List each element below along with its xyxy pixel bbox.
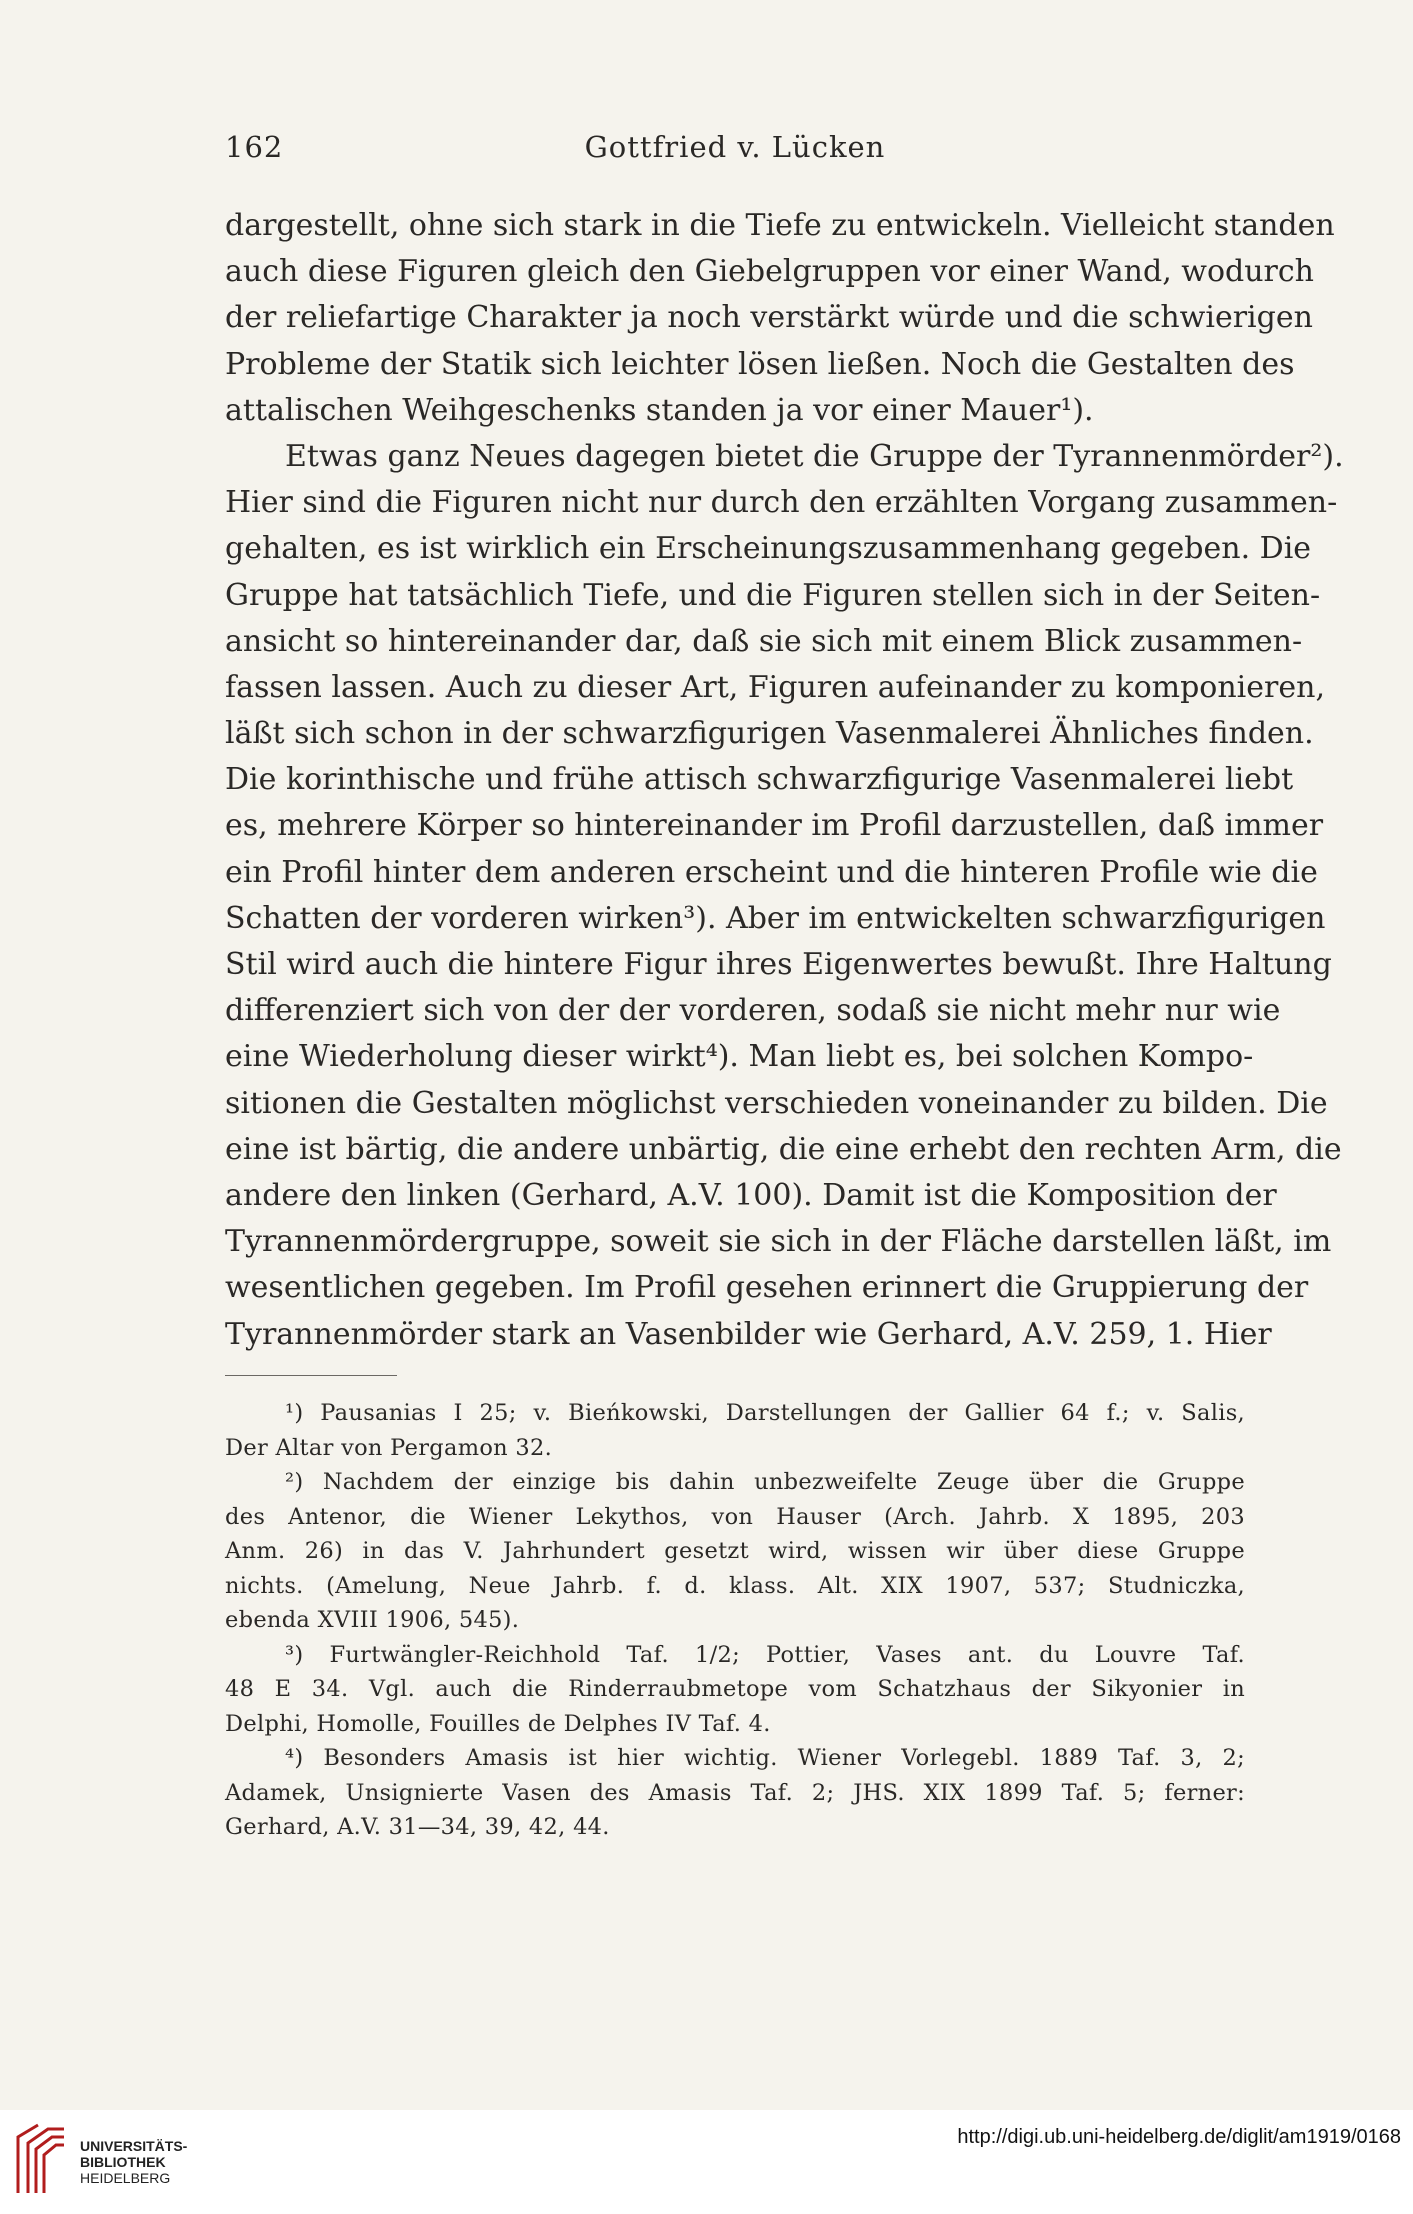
body-line: Tyrannenmördergruppe, soweit sie sich in der Fläche darstellen läßt, im xyxy=(225,1224,1332,1260)
body-line: auch diese Figuren gleich den Giebelgruppen vor einer Wand, wodurch xyxy=(225,254,1314,290)
body-line: eine Wiederholung dieser wirkt⁴). Man liebt es, bei solchen Kompo- xyxy=(225,1039,1254,1075)
footnote-line: Anm. 26) in das V. Jahrhundert gesetzt wird, wissen wir über diese Gruppe xyxy=(225,1538,1245,1564)
running-header xyxy=(225,130,1245,176)
library-name-line: HEIDELBERG xyxy=(80,2170,171,2186)
body-line: Hier sind die Figuren nicht nur durch den erzählten Vorgang zusammen- xyxy=(225,485,1338,521)
footnote-line: 48 E 34. Vgl. auch die Rinderraubmetope vom Schatzhaus der Sikyonier in xyxy=(225,1676,1245,1702)
library-name xyxy=(80,2138,187,2186)
footnote-line: Gerhard, A.V. 31—34, 39, 42, 44. xyxy=(225,1814,610,1840)
footnote-line: ¹) Pausanias I 25; v. Bieńkowski, Darstellungen der Gallier 64 f.; v. Salis, xyxy=(285,1400,1245,1426)
footnotes xyxy=(225,1396,1245,1845)
footnote-line: ²) Nachdem der einzige bis dahin unbezweifelte Zeuge über die Gruppe xyxy=(285,1469,1245,1495)
body-line: eine ist bärtig, die andere unbärtig, die eine erhebt den rechten Arm, die xyxy=(225,1131,1342,1167)
body-text xyxy=(225,203,1344,1358)
library-logo-icon xyxy=(14,2123,66,2198)
page-number: 162 xyxy=(225,130,284,164)
body-line: fassen lassen. Auch zu dieser Art, Figuren aufeinander zu komponieren, xyxy=(225,669,1325,705)
running-title: Gottfried v. Lücken xyxy=(584,130,886,164)
body-line: es, mehrere Körper so hintereinander im Profil darzustellen, daß immer xyxy=(225,808,1324,844)
body-line: Probleme der Statik sich leichter lösen ließen. Noch die Gestalten des xyxy=(225,346,1295,382)
body-line: ein Profil hinter dem anderen erscheint und die hinteren Profile wie die xyxy=(225,854,1318,890)
body-line: andere den linken (Gerhard, A.V. 100). Damit ist die Komposition der xyxy=(225,1177,1277,1213)
body-line: ansicht so hintereinander dar, daß sie sich mit einem Blick zusammen- xyxy=(225,623,1303,659)
body-line: dargestellt, ohne sich stark in die Tiefe zu entwickeln. Vielleicht standen xyxy=(225,208,1335,243)
body-line: attalischen Weihgeschenks standen ja vor einer Mauer¹). xyxy=(225,392,1094,428)
body-line: läßt sich schon in der schwarzfigurigen Vasenmalerei Ähnliches finden. xyxy=(225,716,1314,752)
permalink-url[interactable]: http://digi.ub.uni-heidelberg.de/diglit/am1919/0168 xyxy=(957,2126,1401,2148)
footnote-line: des Antenor, die Wiener Lekythos, von Hauser (Arch. Jahrb. X 1895, 203 xyxy=(225,1503,1245,1530)
body-line: Tyrannenmörder stark an Vasenbilder wie Gerhard, A.V. 259, 1. Hier xyxy=(225,1316,1272,1352)
body-line: Stil wird auch die hintere Figur ihres Eigenwertes bewußt. Ihre Haltung xyxy=(225,947,1332,982)
footnote-line: Adamek, Unsignierte Vasen des Amasis Taf. 2; JHS. XIX 1899 Taf. 5; ferner: xyxy=(225,1779,1245,1806)
body-line: Die korinthische und frühe attisch schwarzfigurige Vasenmalerei liebt xyxy=(225,762,1294,798)
body-line: der reliefartige Charakter ja noch verstärkt würde und die schwierigen xyxy=(225,300,1313,336)
footnote-line: ³) Furtwängler-Reichhold Taf. 1/2; Pottier, Vases ant. du Louvre Taf. xyxy=(285,1641,1245,1668)
library-name-line: UNIVERSITÄTS- xyxy=(80,2138,188,2154)
footnote-line: Delphi, Homolle, Fouilles de Delphes IV Taf. 4. xyxy=(225,1710,771,1737)
body-line: Schatten der vorderen wirken³). Aber im entwickelten schwarzfigurigen xyxy=(225,900,1326,936)
body-line: differenziert sich von der der vorderen, sodaß sie nicht mehr nur wie xyxy=(225,993,1281,1029)
body-line: sitionen die Gestalten möglichst verschieden voneinander zu bilden. Die xyxy=(225,1085,1328,1121)
body-line: wesentlichen gegeben. Im Profil gesehen erinnert die Gruppierung der xyxy=(225,1270,1309,1306)
body-line: Gruppe hat tatsächlich Tiefe, und die Figuren stellen sich in der Seiten- xyxy=(225,577,1321,613)
library-name-line: BIBLIOTHEK xyxy=(80,2154,166,2170)
footnote-line: ebenda XVIII 1906, 545). xyxy=(225,1607,520,1633)
body-line: gehalten, es ist wirklich ein Erscheinungszusammenhang gegeben. Die xyxy=(225,531,1312,567)
body-line: Etwas ganz Neues dagegen bietet die Gruppe der Tyrannenmörder²). xyxy=(285,438,1344,474)
footnote-line: Der Altar von Pergamon 32. xyxy=(225,1434,553,1461)
footnote-divider xyxy=(225,1375,397,1376)
footnote-line: nichts. (Amelung, Neue Jahrb. f. d. klass. Alt. XIX 1907, 537; Studniczka, xyxy=(225,1572,1245,1599)
footnote-line: ⁴) Besonders Amasis ist hier wichtig. Wiener Vorlegebl. 1889 Taf. 3, 2; xyxy=(285,1745,1245,1771)
